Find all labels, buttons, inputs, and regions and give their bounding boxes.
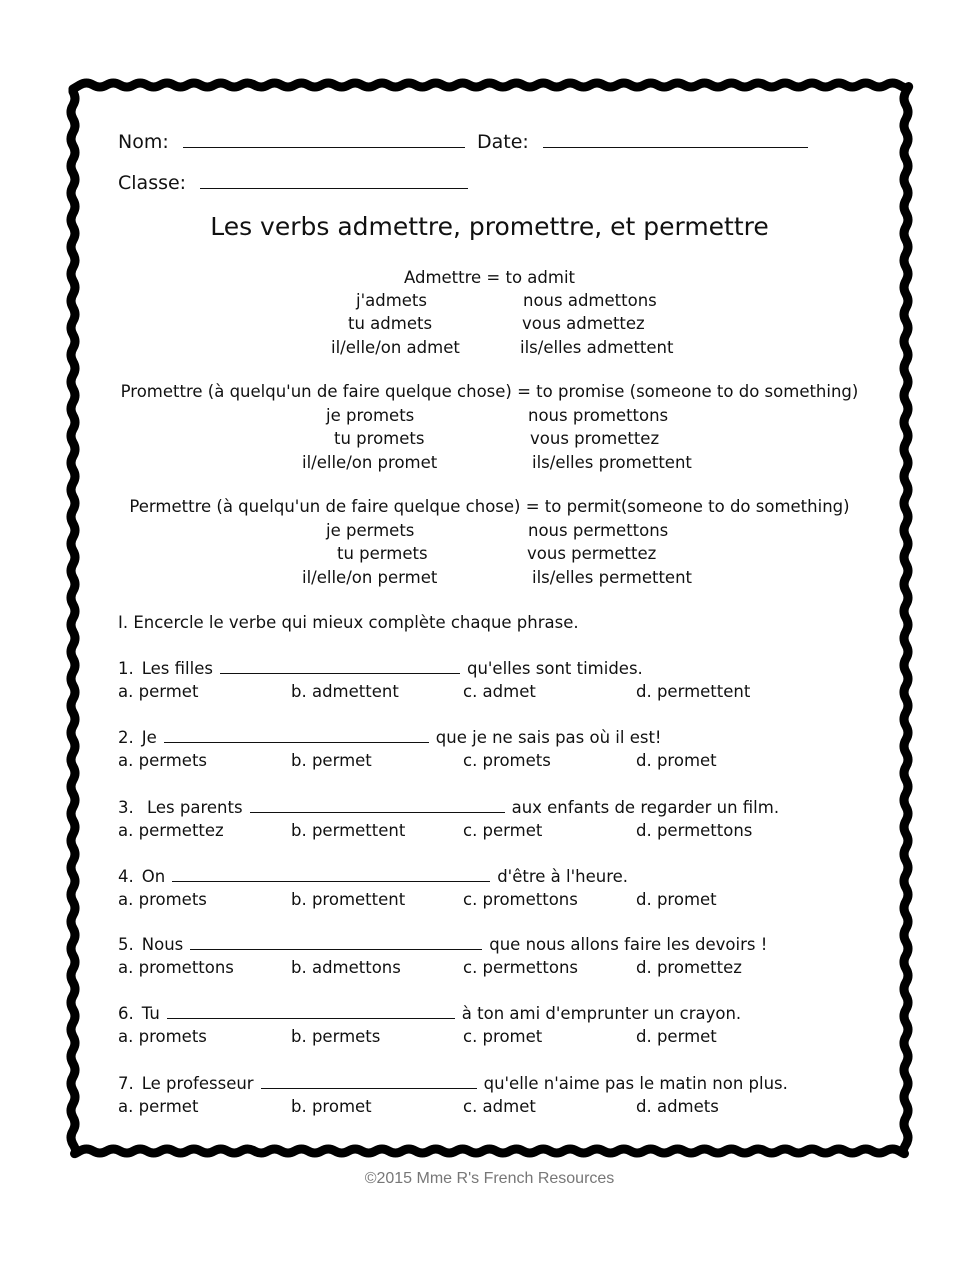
conj-cell: ils/elles permettent <box>532 568 692 587</box>
answer-choice[interactable]: b. permet <box>291 751 372 770</box>
nom-field <box>118 131 465 153</box>
conj-cell: tu admets <box>348 314 433 333</box>
answer-choice[interactable]: d. permettent <box>636 682 751 701</box>
conj-cell: nous permettons <box>528 521 669 540</box>
answer-blank[interactable] <box>261 1074 477 1089</box>
answer-choice[interactable]: b. permets <box>291 1027 381 1046</box>
conjugation-heading: Admettre = to admit <box>403 268 576 287</box>
answer-choice[interactable]: d. permet <box>636 1027 717 1046</box>
question-2 <box>118 728 662 747</box>
classe-input-line[interactable] <box>200 174 468 189</box>
answer-choice[interactable]: c. permettons <box>463 958 578 977</box>
question-stem-after: qu'elle n'aime pas le matin non plus. <box>483 1074 788 1093</box>
conj-cell: ils/elles promettent <box>532 453 692 472</box>
answer-choice[interactable]: d. promet <box>636 751 717 770</box>
answer-choice[interactable]: a. promets <box>118 1027 207 1046</box>
question-number: 7. <box>118 1074 134 1093</box>
answer-blank[interactable] <box>220 659 460 674</box>
question-stem-before: On <box>141 867 166 886</box>
answer-choice[interactable]: d. permettons <box>636 821 753 840</box>
date-label: Date: <box>477 131 529 153</box>
page-title: Les verbs admettre, promettre, et permettre <box>210 212 769 241</box>
answer-choice[interactable]: a. permets <box>118 751 208 770</box>
conj-cell: vous permettez <box>527 544 657 563</box>
question-number: 3. <box>118 798 134 817</box>
conjugation-heading: Permettre (à quelqu'un de faire quelque chose) = to permit(someone to do something) <box>129 497 850 516</box>
answer-blank[interactable] <box>164 728 429 743</box>
answer-choice[interactable]: c. promet <box>463 1027 543 1046</box>
conj-cell: tu promets <box>334 429 425 448</box>
question-number: 2. <box>118 728 134 747</box>
nom-label: Nom: <box>118 131 169 153</box>
conj-cell: vous admettez <box>522 314 645 333</box>
date-field <box>477 131 808 153</box>
answer-choice[interactable]: c. admet <box>463 1097 536 1116</box>
question-5 <box>118 935 767 954</box>
answer-choice[interactable]: c. promets <box>463 751 551 770</box>
conj-cell: je promets <box>326 406 415 425</box>
question-stem-before: Les parents <box>141 798 243 817</box>
answer-choice[interactable]: a. permettez <box>118 821 224 840</box>
answer-choice[interactable]: a. promets <box>118 890 207 909</box>
question-stem-after: aux enfants de regarder un film. <box>511 798 780 817</box>
classe-label: Classe: <box>118 172 187 194</box>
question-stem-after: d'être à l'heure. <box>497 867 629 886</box>
answer-choice[interactable]: b. admettons <box>291 958 401 977</box>
question-number: 6. <box>118 1004 134 1023</box>
answer-blank[interactable] <box>167 1004 455 1019</box>
answer-choice[interactable]: a. permet <box>118 1097 199 1116</box>
answer-choice[interactable]: b. promet <box>291 1097 372 1116</box>
conj-cell: vous promettez <box>530 429 660 448</box>
question-stem-before: Je <box>141 728 157 747</box>
question-6 <box>118 1004 741 1023</box>
answer-choice[interactable]: c. admet <box>463 682 536 701</box>
answer-choice[interactable]: b. promettent <box>291 890 406 909</box>
answer-choice[interactable]: c. promettons <box>463 890 578 909</box>
conj-cell: nous admettons <box>523 291 657 310</box>
copyright-footer: ©2015 Mme R's French Resources <box>364 1170 615 1187</box>
date-input-line[interactable] <box>543 133 808 148</box>
conj-cell: il/elle/on promet <box>302 453 438 472</box>
question-stem-after: à ton ami d'emprunter un crayon. <box>461 1004 742 1023</box>
answer-choice[interactable]: a. permet <box>118 682 199 701</box>
answer-choice[interactable]: d. promet <box>636 890 717 909</box>
conj-cell: nous promettons <box>528 406 669 425</box>
conj-cell: je permets <box>326 521 415 540</box>
question-3 <box>118 798 779 817</box>
conjugation-heading: Promettre (à quelqu'un de faire quelque chose) = to promise (someone to do something) <box>120 382 859 401</box>
conj-cell: il/elle/on admet <box>331 338 460 357</box>
instructions: I. Encercle le verbe qui mieux complète chaque phrase. <box>118 613 579 632</box>
conj-cell: tu permets <box>337 544 428 563</box>
answer-choice[interactable]: c. permet <box>463 821 543 840</box>
answer-blank[interactable] <box>190 935 482 950</box>
conj-cell: j'admets <box>356 291 427 310</box>
answer-blank[interactable] <box>250 798 505 813</box>
question-stem-before: Le professeur <box>141 1074 254 1093</box>
question-stem-after: que nous allons faire les devoirs ! <box>489 935 768 954</box>
answer-choice[interactable]: b. admettent <box>291 682 399 701</box>
question-number: 4. <box>118 867 134 886</box>
question-7 <box>118 1074 788 1093</box>
question-stem-before: Tu <box>141 1004 160 1023</box>
answer-choice[interactable]: a. promettons <box>118 958 234 977</box>
classe-field <box>118 172 468 194</box>
question-stem-before: Nous <box>141 935 184 954</box>
question-stem-after: qu'elles sont timides. <box>466 659 643 678</box>
answer-blank[interactable] <box>172 867 490 882</box>
question-number: 1. <box>118 659 134 678</box>
question-1 <box>118 659 643 678</box>
conj-cell: il/elle/on permet <box>302 568 438 587</box>
conj-cell: ils/elles admettent <box>520 338 674 357</box>
question-stem-after: que je ne sais pas où il est! <box>435 728 662 747</box>
answer-choice[interactable]: d. admets <box>636 1097 719 1116</box>
question-stem-before: Les filles <box>141 659 213 678</box>
question-number: 5. <box>118 935 134 954</box>
question-4 <box>118 867 628 886</box>
answer-choice[interactable]: d. promettez <box>636 958 742 977</box>
nom-input-line[interactable] <box>183 133 465 148</box>
answer-choice[interactable]: b. permettent <box>291 821 406 840</box>
